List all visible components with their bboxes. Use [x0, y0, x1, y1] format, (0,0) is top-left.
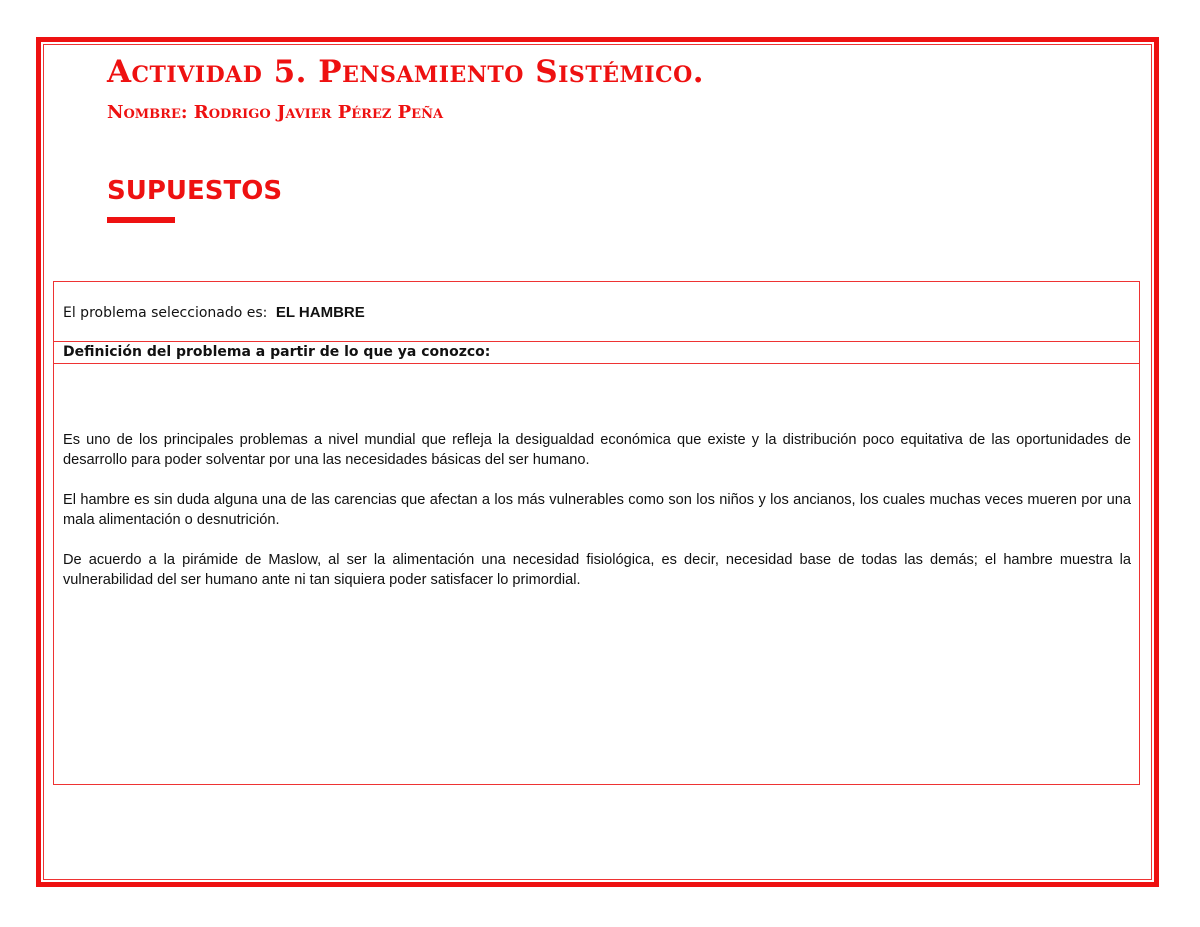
- problem-line: [63, 304, 365, 321]
- definition-paragraph: De acuerdo a la pirámide de Maslow, al ser la alimentación una necesidad fisiológica, es decir, necesidad base de todas las demás; el hambre muestra la vulnerabilidad del ser humano ante ni tan siquiera poder satisfacer lo primordial.: [63, 552, 1131, 588]
- definition-body: [63, 430, 1131, 610]
- definition-paragraph: El hambre es sin duda alguna una de las carencias que afectan a los más vulnerables como son los niños y los ancianos, los cuales muchas veces mueren por una mala alimentación o desnutrición.: [63, 492, 1131, 528]
- section-heading: SUPUESTOS: [107, 176, 283, 206]
- section-underline: [107, 217, 175, 223]
- definition-header-row: [54, 342, 1139, 364]
- definition-paragraph: Es uno de los principales problemas a nivel mundial que refleja la desigualdad económica que existe y la distribución poco equitativa de las oportunidades de desarrollo para poder solventar por una las necesidades básicas del ser humano.: [63, 432, 1131, 468]
- definition-label: Definición del problema a partir de lo que ya conozco:: [63, 344, 491, 360]
- content-table: [53, 281, 1140, 785]
- problem-value: EL HAMBRE: [275, 304, 365, 321]
- author-name: Nombre: Rodrigo Javier Pérez Peña: [107, 102, 444, 123]
- problem-row: [54, 282, 1139, 342]
- document-title: Actividad 5. Pensamiento Sistémico.: [107, 54, 705, 90]
- problem-label: El problema seleccionado es:: [63, 305, 268, 321]
